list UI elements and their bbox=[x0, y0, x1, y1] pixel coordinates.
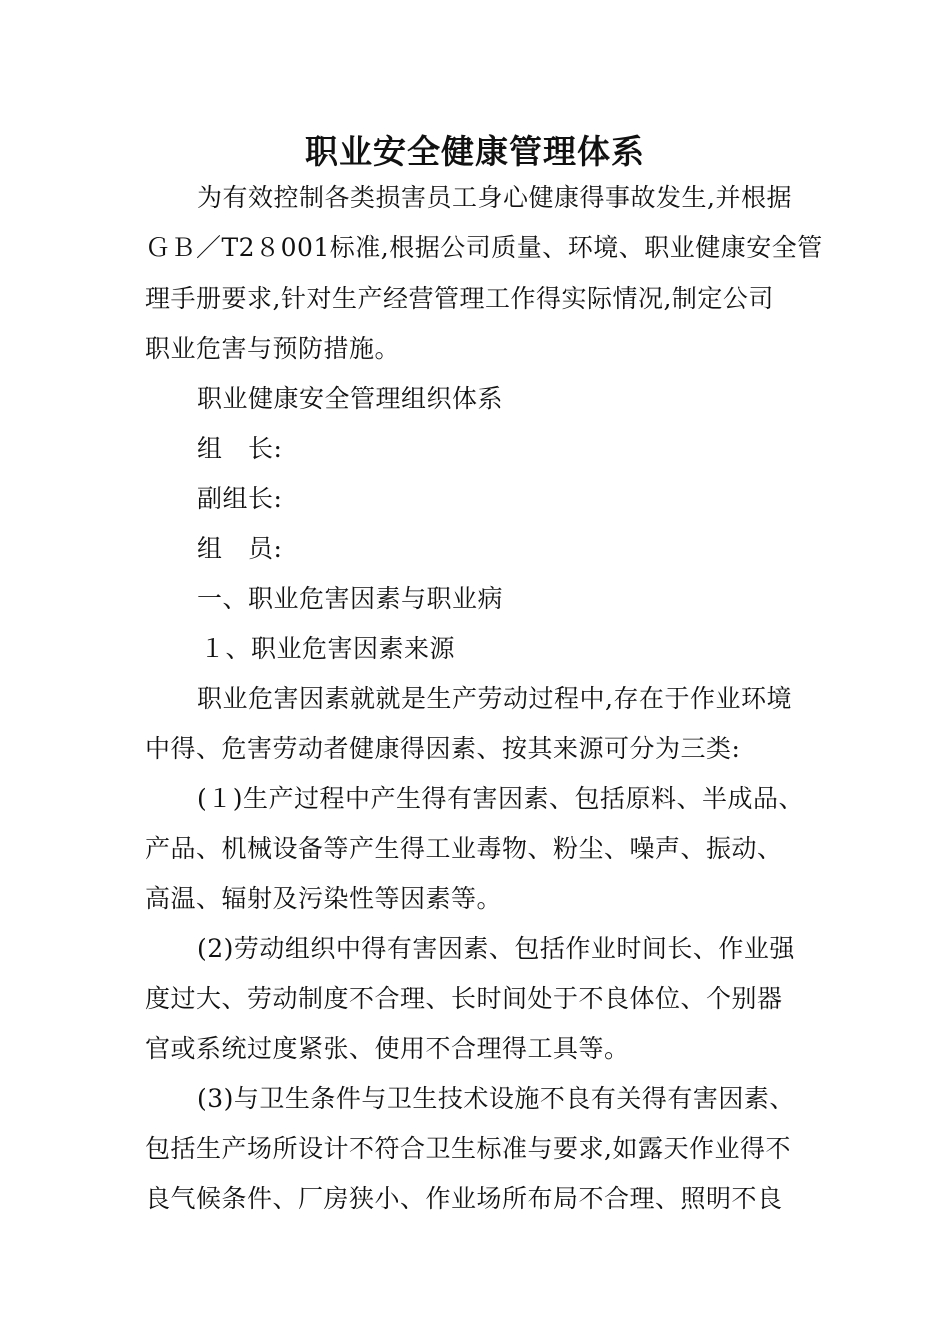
section-heading: 一、职业危害因素与职业病 bbox=[197, 584, 504, 613]
role-label-deputy: 副组长: bbox=[197, 484, 283, 513]
paragraph-line: (１)生产过程中产生得有害因素、包括原料、半成品、 bbox=[197, 784, 805, 813]
paragraph-line: 良气候条件、厂房狭小、作业场所布局不合理、照明不良 bbox=[145, 1184, 783, 1213]
paragraph-line: (3)与卫生条件与卫生技术设施不良有关得有害因素、 bbox=[197, 1084, 795, 1113]
paragraph-line: 高温、辐射及污染性等因素等。 bbox=[145, 884, 503, 913]
paragraph-line: 职业危害因素就就是生产劳动过程中,存在于作业环境 bbox=[197, 684, 792, 713]
paragraph-line: 职业危害与预防措施。 bbox=[145, 334, 401, 363]
paragraph-line: 产品、机械设备等产生得工业毒物、粉尘、噪声、振动、 bbox=[145, 834, 783, 863]
paragraph-line: 度过大、劳动制度不合理、长时间处于不良体位、个别器 bbox=[145, 984, 783, 1013]
paragraph-line: 为有效控制各类损害员工身心健康得事故发生,并根据 bbox=[197, 183, 792, 212]
paragraph-line: 官或系统过度紧张、使用不合理得工具等。 bbox=[145, 1034, 630, 1063]
section-heading: 职业健康安全管理组织体系 bbox=[197, 384, 504, 413]
subsection-heading: １、职业危害因素来源 bbox=[200, 634, 456, 663]
paragraph-line: 理手册要求,针对生产经营管理工作得实际情况,制定公司 bbox=[145, 284, 774, 313]
paragraph-line: ＧＢ／T2８001标准,根据公司质量、环境、职业健康安全管 bbox=[145, 233, 823, 262]
role-label-leader: 组 长: bbox=[197, 434, 283, 463]
paragraph-line: 中得、危害劳动者健康得因素、按其来源可分为三类: bbox=[145, 734, 741, 763]
document-title: 职业安全健康管理体系 bbox=[305, 132, 645, 171]
paragraph-line: (2)劳动组织中得有害因素、包括作业时间长、作业强 bbox=[197, 934, 795, 963]
paragraph-line: 包括生产场所设计不符合卫生标准与要求,如露天作业得不 bbox=[145, 1134, 791, 1163]
role-label-member: 组 员: bbox=[197, 534, 283, 563]
